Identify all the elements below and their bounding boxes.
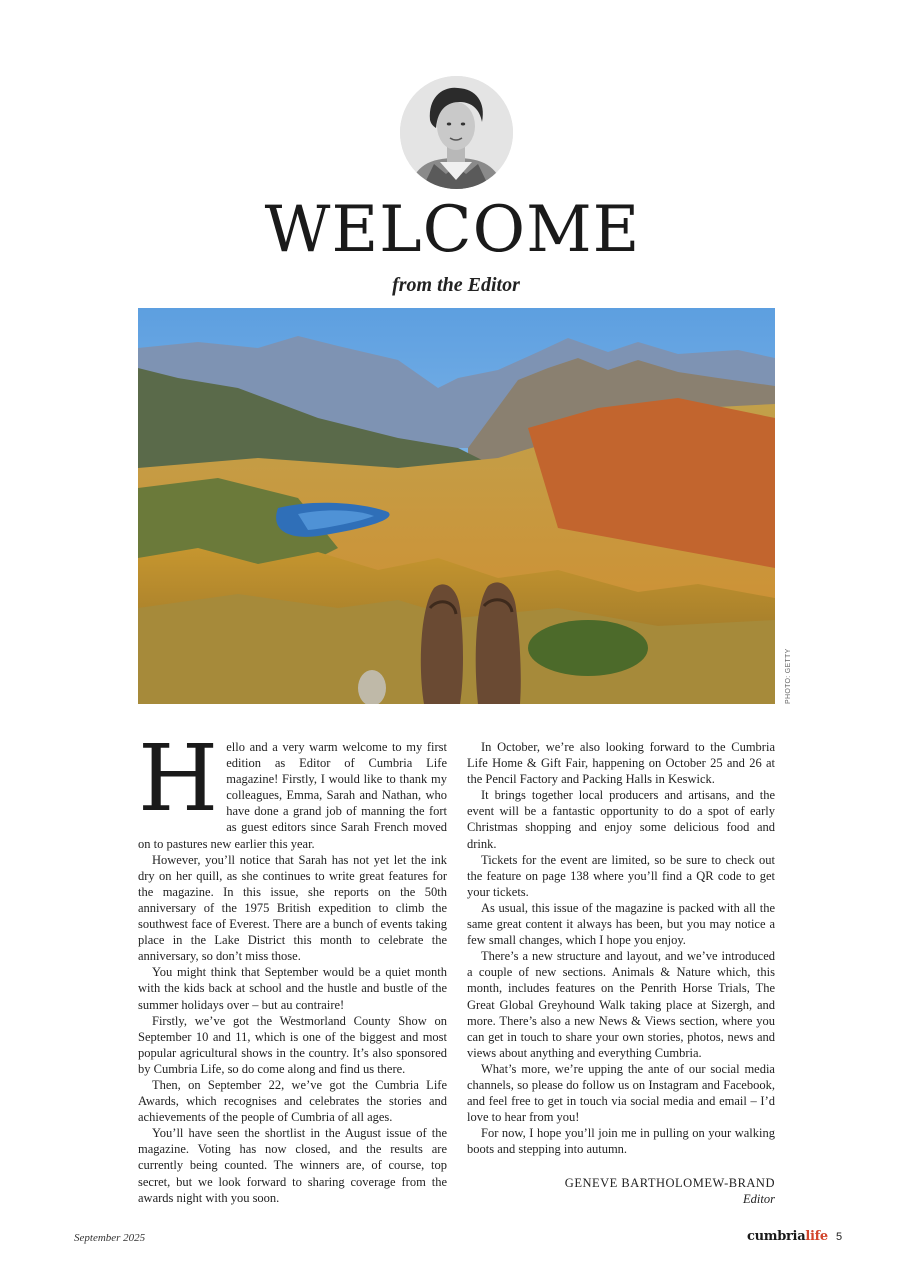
article-paragraph: Firstly, we’ve got the Westmorland County Show on September 10 and 11, which is one of the biggest and most popular agricultural shows in the country. It’s also sponsored by Cumbria Life, so do come along and find us there. (138, 1013, 447, 1076)
brand-logo-accent: life (805, 1229, 828, 1244)
article-paragraph: It brings together local producers and artisans, and the event will be a fantastic opportunity to do a spot of early Christmas shopping and enjoy some delicious food and drink. (467, 788, 775, 851)
article-paragraph: What’s more, we’re upping the ante of our social media channels, so please do follow us on Instagram and Facebook, and feel free to get in touch via social media and email – I’d love to hear from you! (467, 1061, 775, 1125)
page-number: 5 (836, 1231, 843, 1243)
article-paragraph: You’ll have seen the shortlist in the August issue of the magazine. Voting has now closed, and the results are currently being counted. The winners are, of course, top secret, but we look forward to sharing coverage from the awards night with you soon. (138, 1126, 447, 1205)
brand-logo (747, 1229, 828, 1244)
editor-portrait (400, 76, 513, 189)
article-paragraph: There’s a new structure and layout, and we’ve introduced a couple of new sections. Animals & Nature which, this month, includes features on the Penrith Horse Trials, The Great Global Greyhound Walk taking place at Sizergh, and more. There’s also a new News & Views section, where you can get in touch to share your own stories, photos, news and views about anything and everything Cumbria. (467, 949, 775, 1060)
footer-date: September 2025 (74, 1232, 146, 1244)
article-paragraph: You might think that September would be a quiet month with the kids back at school and the hustle and bustle of the summer holidays over – but au contraire! (138, 965, 447, 1012)
portrait-image (400, 76, 513, 189)
article-paragraph: Tickets for the event are limited, so be sure to check out the feature on page 138 where you’ll find a QR code to get your tickets. (467, 852, 775, 899)
article-paragraph: Then, on September 22, we’ve got the Cumbria Life Awards, which recognises and celebrates the stories and achievements of the people of Cumbria of all ages. (138, 1077, 447, 1125)
article-paragraph: In October, we’re also looking forward to the Cumbria Life Home & Gift Fair, happening on October 25 and 26 at the Pencil Factory and Packing Halls in Keswick. (467, 740, 775, 787)
editor-signature (467, 1175, 775, 1207)
article-column-left (138, 725, 447, 1206)
article-column-right (467, 739, 775, 1157)
photo-credit: PHOTO: GETTY (785, 648, 792, 704)
article-paragraph: For now, I hope you’ll join me in pulling on your walking boots and stepping into autumn. (467, 1126, 775, 1157)
signature-name: GENEVE BARTHOLOMEW-BRAND (564, 1176, 775, 1190)
landscape-photo (138, 308, 775, 704)
drop-cap: H (138, 725, 219, 832)
article-paragraph: ello and a very warm welcome to my first edition as Editor of Cumbria Life magazine! Firstly, I would like to thank my colleagues, Emma, Sarah and Nathan, who have done a grand job of manning the fort as guest editors since Sarah French moved on to pastures new earlier this year. (138, 740, 447, 851)
landscape-illustration (138, 308, 775, 704)
brand-logo-main: cumbria (747, 1229, 806, 1244)
article-paragraph: As usual, this issue of the magazine is packed with all the same great content it always has been, but you may notice a few small changes, which I hope you enjoy. (467, 900, 775, 948)
article-paragraph: However, you’ll notice that Sarah has not yet let the ink dry on her quill, as she continues to write great features for the magazine. In this issue, she reports on the 50th anniversary of the 1975 British expedition to climb the southwest face of Everest. There are a bunch of events taking place in the Lake District this month to celebrate the anniversary, so don’t miss those. (138, 852, 447, 964)
signature-role: Editor (743, 1192, 775, 1206)
page-title: WELCOME (264, 193, 641, 267)
page-subtitle: from the Editor (392, 274, 520, 296)
